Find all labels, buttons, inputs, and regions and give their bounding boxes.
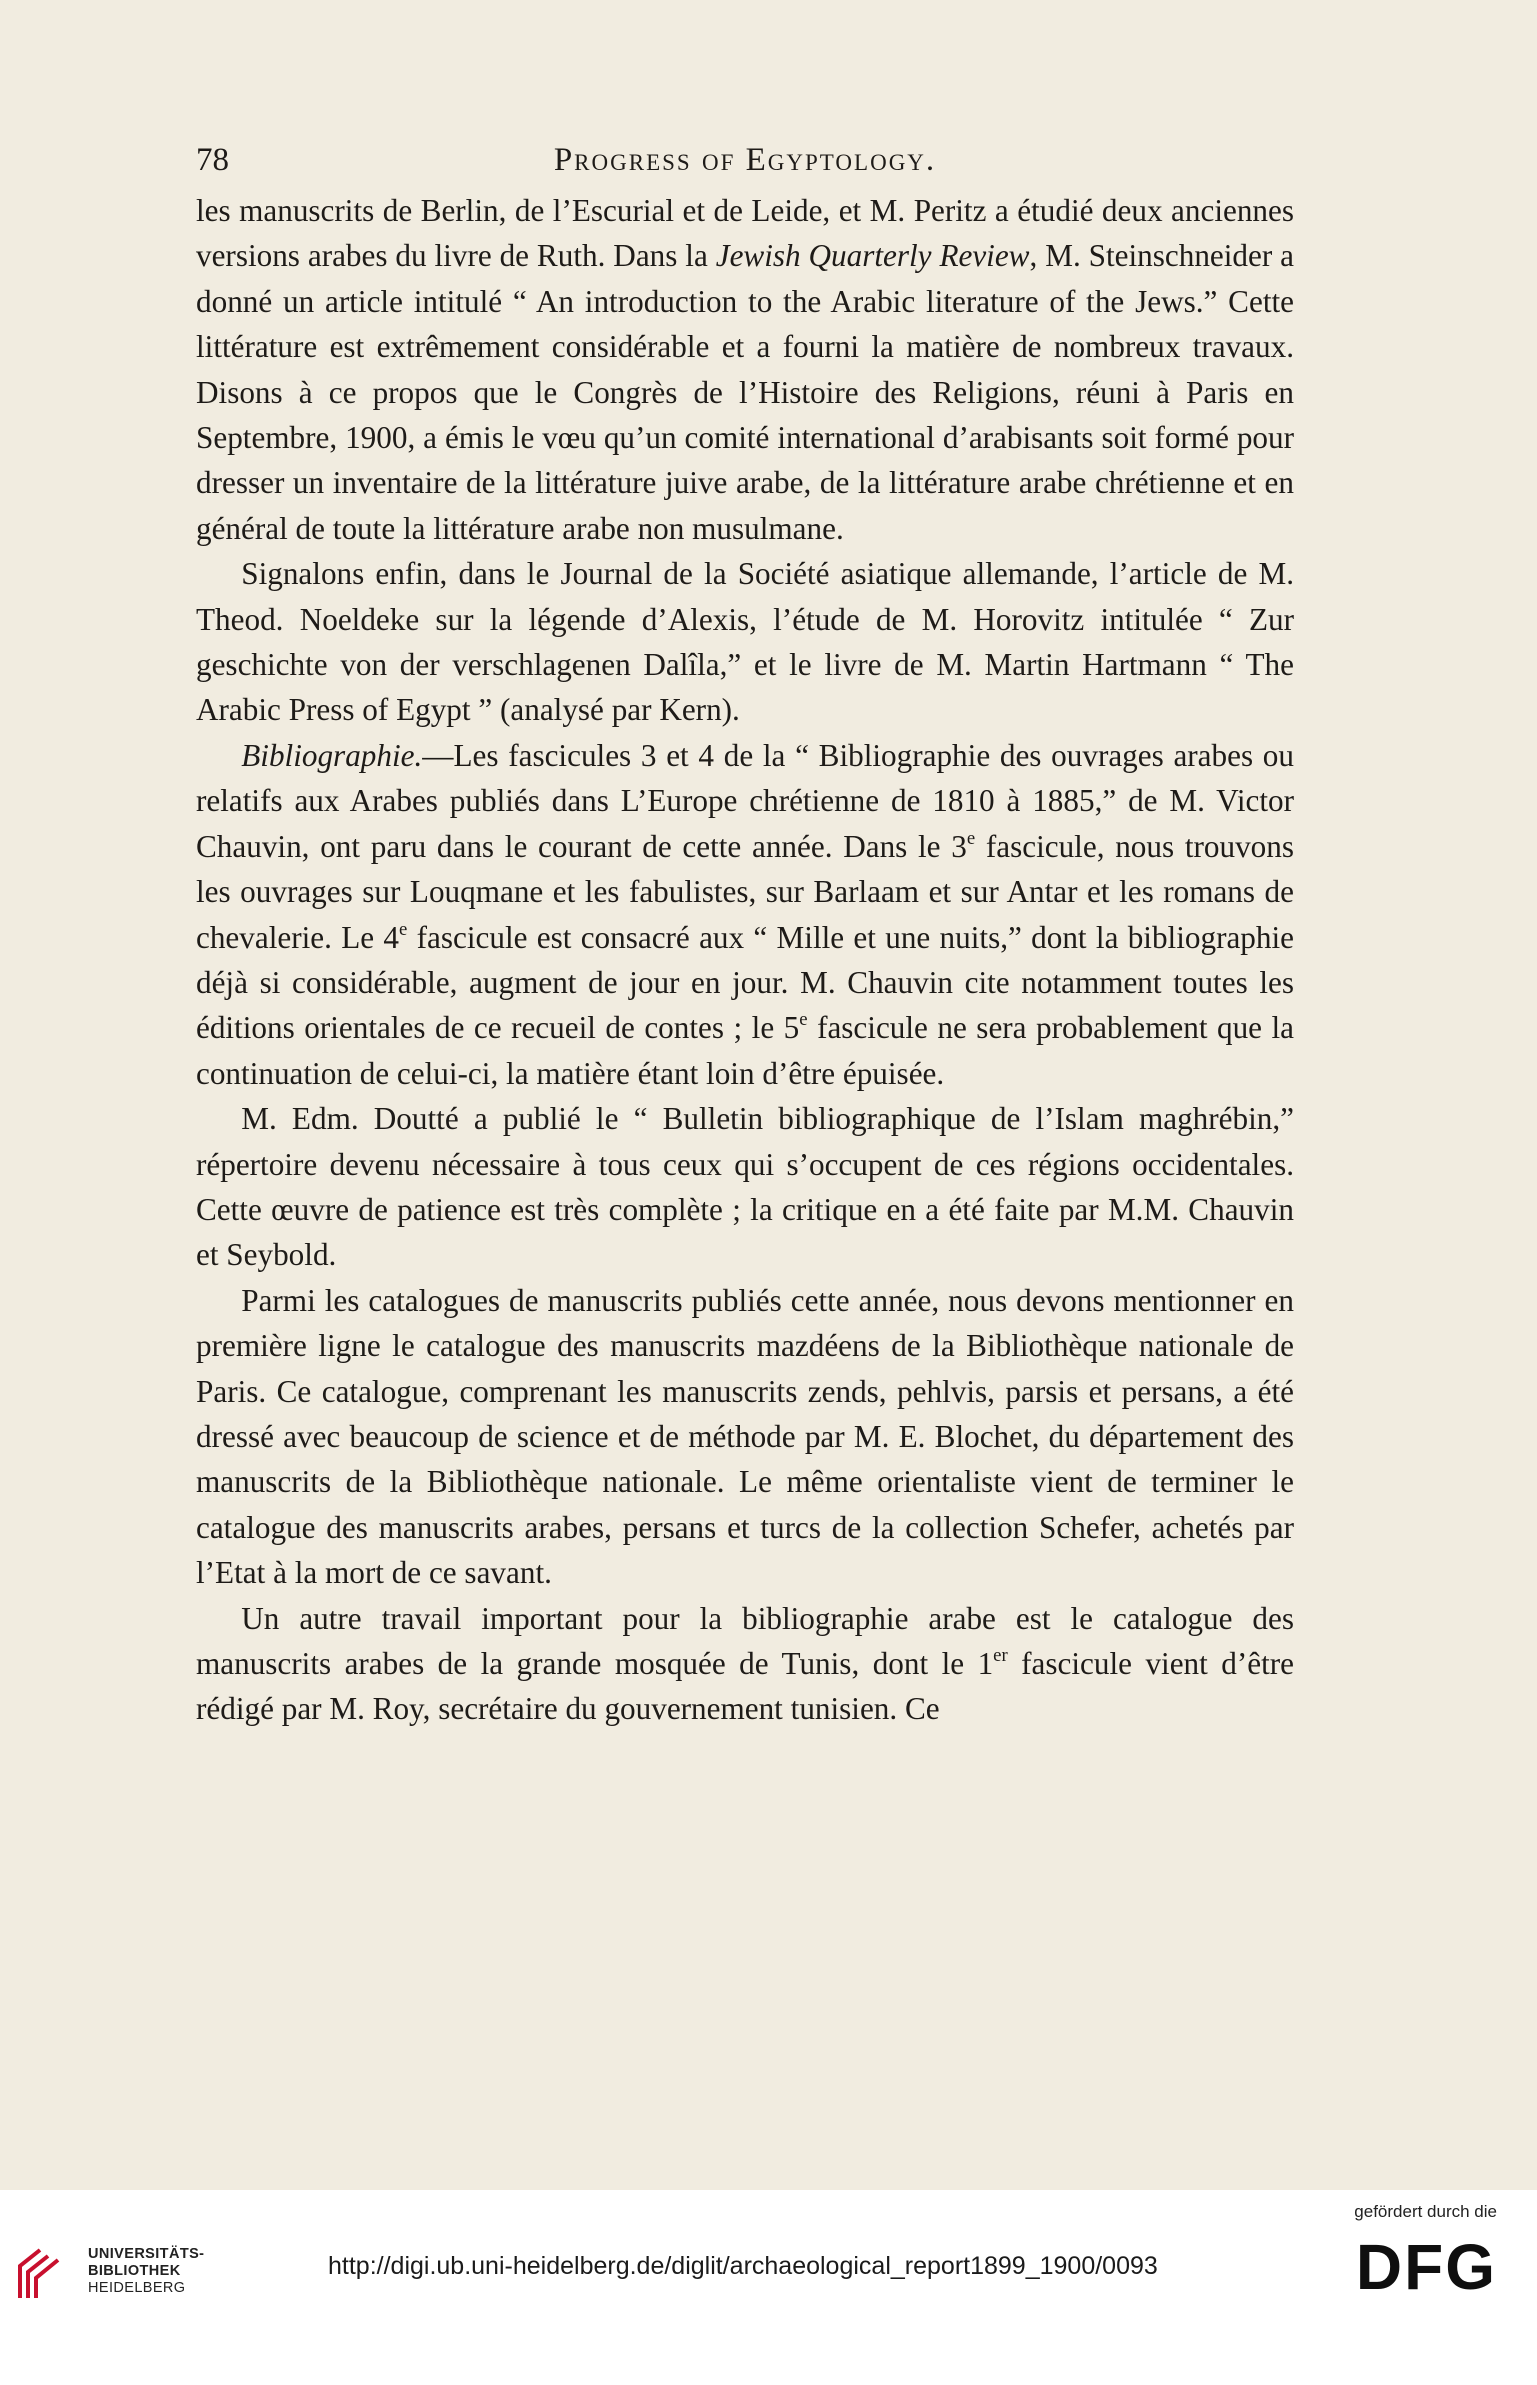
library-name: UNIVERSITÄTS- BIBLIOTHEK HEIDELBERG: [88, 2246, 205, 2296]
paragraph: Parmi les catalogues de manuscrits publiés cette année, nous devons mentionner en première ligne le catalogue des manuscrits mazdéens de la Bibliothèque nationale de Paris. Ce catalogue, comprenant les manuscrits zends, pehlvis, parsis et persans, a été dressé avec beaucoup de science et de méthode par M. E. Blochet, du département des manuscrits de la Bibliothèque nationale. Le même orientaliste vient de terminer le catalogue des manuscrits arabes, persans et turcs de la collection Schefer, achetés par l’Etat à la mort de ce savant.: [196, 1282, 1294, 1591]
section-label: Bibliographie.: [241, 737, 423, 773]
dfg-logo: DFG: [1355, 2231, 1497, 2303]
journal-title: Jewish Quarterly Review: [715, 238, 1030, 274]
source-url-link[interactable]: http://digi.ub.uni-heidelberg.de/diglit/archaeological_report1899_1900/0093: [328, 2252, 1158, 2280]
paragraph: les manuscrits de Berlin, de l’Escurial et de Leide, et M. Peritz a étudié deux anciennes versions arabes du livre de Ruth. Dans la Jewish Quarterly Review, M. Steinschneider a donné un article intitulé “ An introduction to the Arabic literature of the Jews.” Cette littérature est extrêmement considérable et a fourni la matière de nombreux travaux. Disons à ce propos que le Congrès de l’Histoire des Religions, réuni à Paris en Septembre, 1900, a émis le vœu qu’un comité international d’arabisants soit formé pour dresser un inventaire de la littérature juive arabe, de la littérature arabe chrétienne et en général de toute la littérature arabe non musulmane.: [196, 193, 1295, 546]
running-head: [196, 142, 1294, 186]
paragraph: M. Edm. Doutté a publié le “ Bulletin bibliographique de l’Islam maghrébin,” répertoire devenu nécessaire à tous ceux qui s’occupent de ces régions occidentales. Cette œuvre de patience est très complète ; la critique en a été faite par M.M. Chauvin et Seybold.: [196, 1101, 1294, 1273]
funding-note: gefördert durch die: [1354, 2202, 1497, 2221]
library-logo-icon: [14, 2246, 64, 2306]
running-title: Progress of Egyptology.: [553, 142, 937, 178]
paragraph: Bibliographie.—Les fascicules 3 et 4 de la “ Bibliographie des ouvrages arabes ou relatifs aux Arabes publiés dans L’Europe chrétienne de 1810 à 1885,” de M. Victor Chauvin, ont paru dans le courant de cette année. Dans le 3e fascicule, nous trouvons les ouvrages sur Louqmane et les fabulistes, sur Barlaam et sur Antar et les romans de chevalerie. Le 4e fascicule est consacré aux “ Mille et une nuits,” dont la bibliographie déjà si considérable, augment de jour en jour. M. Chauvin cite notamment toutes les éditions orientales de ce recueil de contes ; le 5e fascicule ne sera probablement que la continuation de celui-ci, la matière étant loin d’être épuisée.: [196, 737, 1295, 1091]
page-number: 78: [196, 142, 229, 178]
footer-bar: [0, 2190, 1537, 2385]
paragraph: Un autre travail important pour la bibliographie arabe est le catalogue des manuscrits arabes de la grande mosquée de Tunis, dont le 1er fascicule vient d’être rédigé par M. Roy, secrétaire du gouvernement tunisien. Ce: [196, 1600, 1294, 1727]
paragraph: Signalons enfin, dans le Journal de la Société asiatique allemande, l’article de M. Theod. Noeldeke sur la légende d’Alexis, l’étude de M. Horovitz intitulée “ Zur geschichte von der verschlagenen Dalîla,” et le livre de M. Martin Hartmann “ The Arabic Press of Egypt ” (analysé par Kern).: [196, 556, 1294, 728]
body-text: [196, 188, 1294, 1732]
